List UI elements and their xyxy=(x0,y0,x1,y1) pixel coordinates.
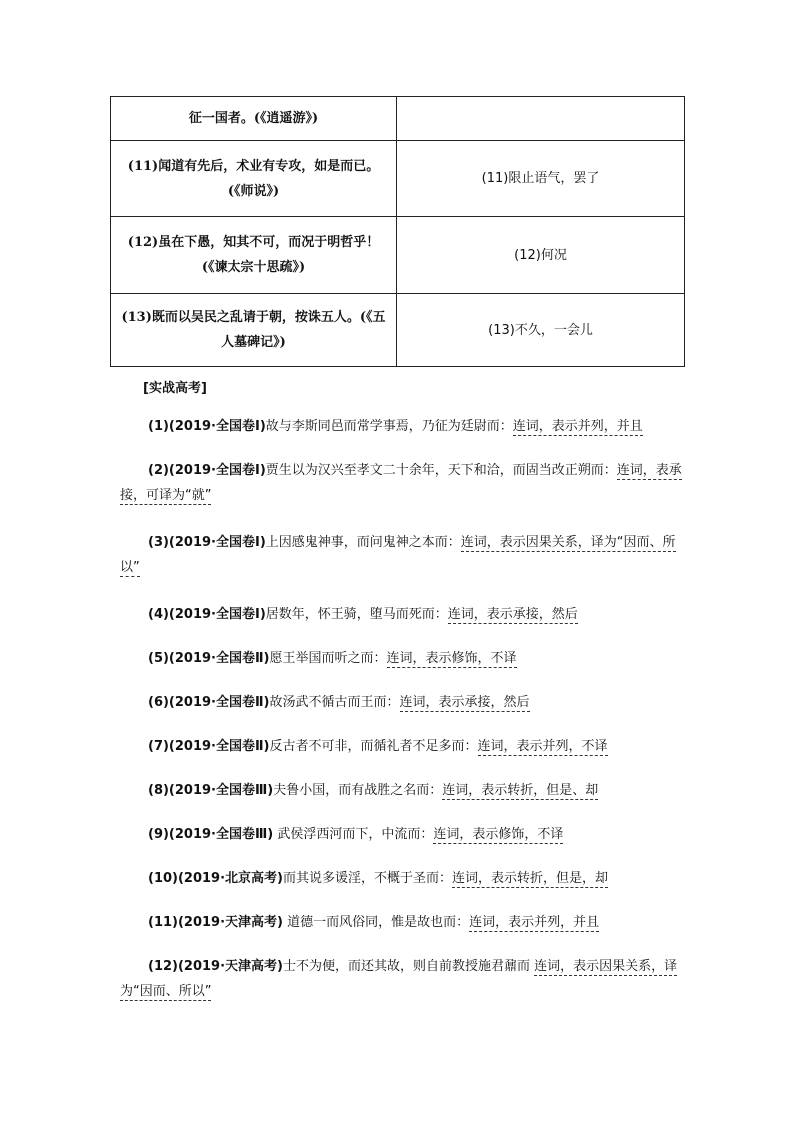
item-sentence: 反古者不可非，而循礼者不足多而： xyxy=(269,739,478,754)
explanation-cell: (11)限止语气，罢了 xyxy=(397,141,685,217)
list-item xyxy=(120,414,686,439)
list-item xyxy=(120,458,686,508)
exam-item-list xyxy=(120,414,686,1004)
list-item xyxy=(120,530,686,580)
list-item xyxy=(120,646,686,671)
item-source: (7)(2019·全国卷Ⅱ) xyxy=(148,739,270,754)
item-source: (9)(2019·全国卷Ⅲ) xyxy=(148,827,274,842)
example-sentence-cell: 征一国者。(《逍遥游》) xyxy=(111,97,397,141)
item-source: (2)(2019·全国卷Ⅰ) xyxy=(148,463,266,478)
item-answer: 连词，表示并列，不译 xyxy=(477,739,608,754)
list-item xyxy=(120,954,686,1004)
item-sentence: 夫鲁小国，而有战胜之名而： xyxy=(273,783,443,798)
item-source: (5)(2019·全国卷Ⅱ) xyxy=(148,651,270,666)
item-source: (6)(2019·全国卷Ⅱ) xyxy=(148,695,270,710)
table-row xyxy=(111,141,685,217)
item-answer: 连词，表示并列，并且 xyxy=(512,419,643,434)
item-answer: 连词，表示转折，但是，却 xyxy=(452,871,609,886)
example-sentence-cell: (12)虽在下愚，知其不可，而况于明哲乎！(《谏太宗十思疏》) xyxy=(111,217,397,294)
item-source: (11)(2019·天津高考) xyxy=(148,915,283,930)
table-row xyxy=(111,97,685,141)
item-sentence: 故与李斯同邑而常学事焉，乃征为廷尉而： xyxy=(265,419,513,434)
item-source: (4)(2019·全国卷Ⅰ) xyxy=(148,607,266,622)
item-sentence: 武侯浮西河而下，中流而： xyxy=(273,827,434,842)
item-sentence: 而其说多谖淫，不概于圣而： xyxy=(282,871,452,886)
table-row xyxy=(111,294,685,367)
table-row xyxy=(111,217,685,294)
item-answer: 连词，表示修饰，不译 xyxy=(433,827,564,842)
item-answer: 连词，表承接，可译为“就” xyxy=(120,463,682,503)
item-sentence: 道德一而风俗同，惟是故也而： xyxy=(282,915,470,930)
item-source: (8)(2019·全国卷Ⅲ) xyxy=(148,783,274,798)
item-source: (10)(2019·北京高考) xyxy=(148,871,283,886)
item-sentence: 愿王举国而听之而： xyxy=(269,651,387,666)
item-answer: 连词，表示承接，然后 xyxy=(399,695,530,710)
item-source: (12)(2019·天津高考) xyxy=(148,959,283,974)
item-sentence: 贾生以为汉兴至孝文二十余年，天下和洽，而固当改正朔而： xyxy=(265,463,617,478)
list-item xyxy=(120,602,686,627)
example-sentence-cell: (11)闻道有先后，术业有专攻，如是而已。(《师说》) xyxy=(111,141,397,217)
item-answer: 连词，表示因果关系，译为“因而、所以” xyxy=(120,959,678,999)
section-title: [实战高考] xyxy=(143,381,207,396)
explanation-cell: (13)不久，一会儿 xyxy=(397,294,685,367)
item-answer: 连词，表示因果关系，译为“因而、所以” xyxy=(120,535,676,575)
list-item xyxy=(120,910,686,935)
list-item xyxy=(120,778,686,803)
list-item xyxy=(120,734,686,759)
item-sentence: 故汤武不循古而王而： xyxy=(269,695,400,710)
item-answer: 连词，表示转折，但是、却 xyxy=(442,783,599,798)
item-answer: 连词，表示承接，然后 xyxy=(447,607,578,622)
item-sentence: 上因感鬼神事，而问鬼神之本而： xyxy=(265,535,461,550)
list-item xyxy=(120,822,686,847)
function-word-table xyxy=(110,96,685,367)
list-item xyxy=(120,866,686,891)
item-source: (1)(2019·全国卷Ⅰ) xyxy=(148,419,266,434)
item-sentence: 居数年，怀王骑，堕马而死而： xyxy=(265,607,448,622)
item-sentence: 士不为便，而还其故，则自前教授施君鼐而 xyxy=(282,959,535,974)
item-source: (3)(2019·全国卷Ⅰ) xyxy=(148,535,266,550)
item-answer: 连词，表示修饰，不译 xyxy=(386,651,517,666)
example-sentence-cell: (13)既而以吴民之乱请于朝，按诛五人。(《五人墓碑记》) xyxy=(111,294,397,367)
explanation-cell xyxy=(397,97,685,141)
explanation-cell: (12)何况 xyxy=(397,217,685,294)
item-answer: 连词，表示并列，并且 xyxy=(469,915,600,930)
list-item xyxy=(120,690,686,715)
